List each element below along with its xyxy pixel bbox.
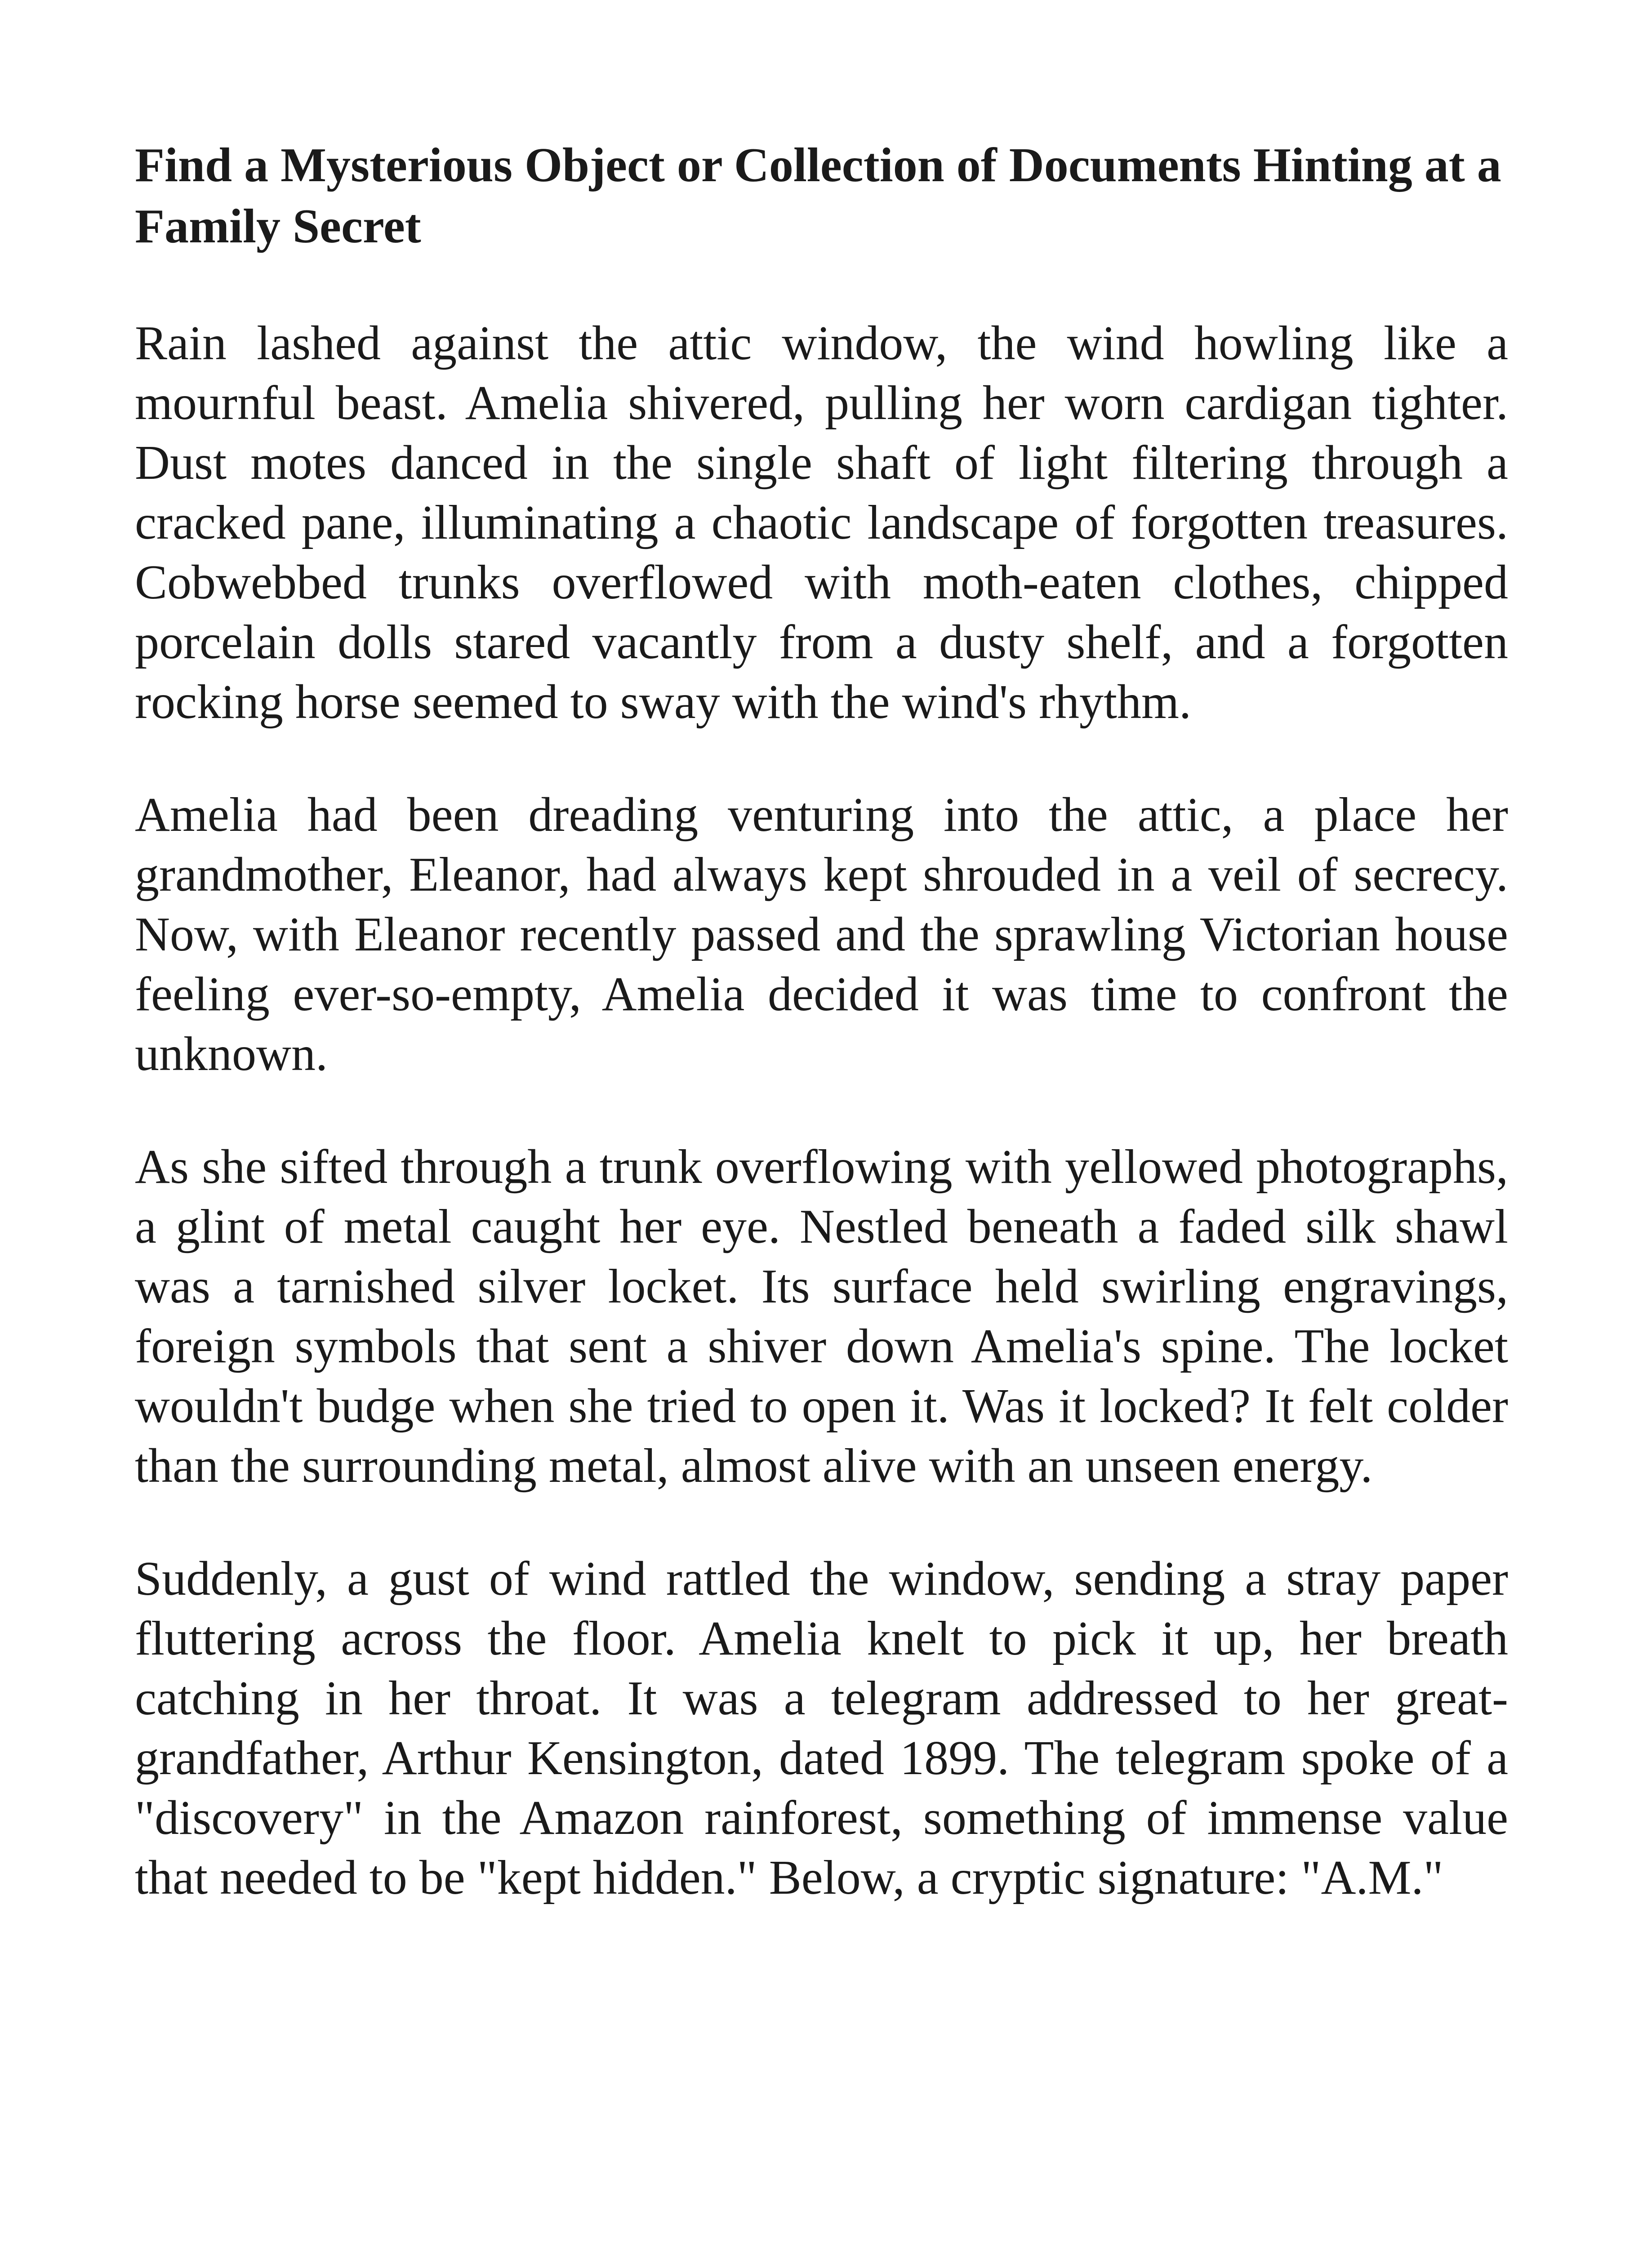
paragraph-4: Suddenly, a gust of wind rattled the window, sending a stray paper fluttering across the floor. Amelia knelt to pick it up, her breath catching in her throat. It was a telegram addressed to her great-grandfather, Arthur Kensington, dated 1899. The telegram spoke of a "discovery" in the Amazon rainforest, something of immense value that needed to be "kept hidden." Below, a cryptic signature: "A.M." [135, 1552, 1508, 1905]
page-content [135, 135, 1508, 1961]
section-heading: Find a Mysterious Object or Collection of Documents Hinting at a Family Secret [135, 138, 1501, 253]
paragraph-1: Rain lashed against the attic window, the wind howling like a mournful beast. Amelia shivered, pulling her worn cardigan tighter. Dust motes danced in the single shaft of light filtering through a cracked pane, illuminating a chaotic landscape of forgotten treasures. Cobwebbed trunks overflowed with moth-eaten clothes, chipped porcelain dolls stared vacantly from a dusty shelf, and a forgotten rocking horse seemed to sway with the wind's rhythm. [135, 317, 1508, 729]
paragraph-3: As she sifted through a trunk overflowing with yellowed photographs, a glint of metal caught her eye. Nestled beneath a faded silk shawl was a tarnished silver locket. Its surface held swirling engravings, foreign symbols that sent a shiver down Amelia's spine. The locket wouldn't budge when she tried to open it. Was it locked? It felt colder than the surrounding metal, almost alive with an unseen energy. [135, 1140, 1508, 1493]
paragraph-2: Amelia had been dreading venturing into the attic, a place her grandmother, Eleanor, had always kept shrouded in a veil of secrecy. Now, with Eleanor recently passed and the sprawling Victorian house feeling ever-so-empty, Amelia decided it was time to confront the unknown. [135, 788, 1508, 1081]
